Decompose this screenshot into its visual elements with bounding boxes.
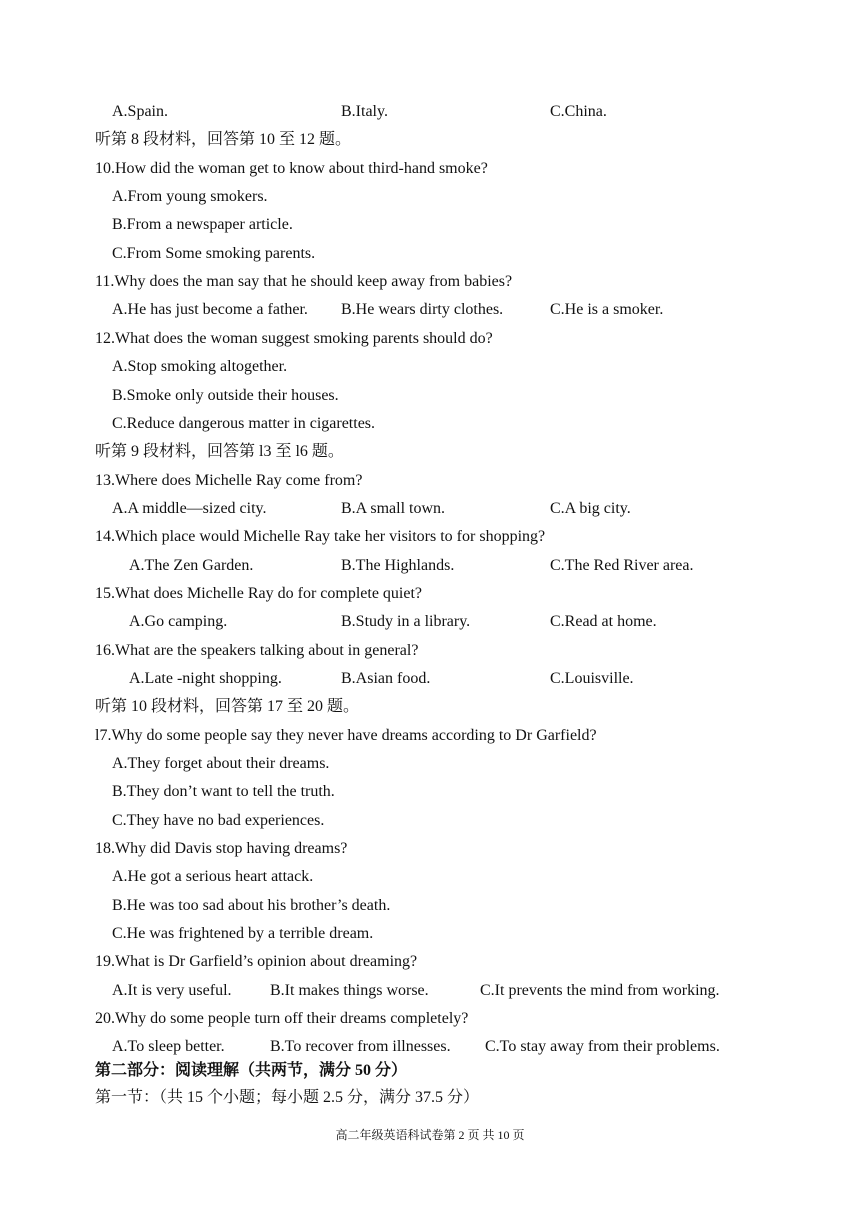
question-16: 16.What are the speakers talking about in general? bbox=[95, 642, 419, 659]
q13-option-c: C.A big city. bbox=[550, 500, 631, 517]
q10-option-b: B.From a newspaper article. bbox=[112, 216, 293, 233]
q18-option-c: C.He was frightened by a terrible dream. bbox=[112, 925, 374, 942]
q15-option-c: C.Read at home. bbox=[550, 613, 657, 630]
question-18: 18.Why did Davis stop having dreams? bbox=[95, 840, 348, 857]
q13-option-b: B.A small town. bbox=[341, 500, 446, 517]
q17-option-b: B.They don’t want to tell the truth. bbox=[112, 783, 335, 800]
q11-option-b: B.He wears dirty clothes. bbox=[341, 301, 504, 318]
q9-option-b: B.Italy. bbox=[341, 103, 388, 120]
part-2-section-1-heading: 第一节：（共 15 个小题；每小题 2.5 分，满分 37.5 分） bbox=[95, 1089, 480, 1106]
question-13: 13.Where does Michelle Ray come from? bbox=[95, 472, 363, 489]
question-15: 15.What does Michelle Ray do for complete quiet? bbox=[95, 585, 423, 602]
page-footer: 高二年级英语科试卷第 2 页 共 10 页 bbox=[335, 1128, 525, 1142]
q14-option-c: C.The Red River area. bbox=[550, 557, 694, 574]
q9-option-a: A.Spain. bbox=[112, 103, 168, 120]
question-10: 10.How did the woman get to know about third-hand smoke? bbox=[95, 160, 488, 177]
q16-option-c: C.Louisville. bbox=[550, 670, 634, 687]
q10-option-c: C.From Some smoking parents. bbox=[112, 245, 316, 262]
q20-option-a: A.To sleep better. bbox=[112, 1038, 225, 1055]
question-11: 11.Why does the man say that he should keep away from babies? bbox=[95, 273, 513, 290]
q20-option-b: B.To recover from illnesses. bbox=[270, 1038, 451, 1055]
q17-option-a: A.They forget about their dreams. bbox=[112, 755, 330, 772]
q20-option-c: C.To stay away from their problems. bbox=[485, 1038, 720, 1055]
q19-option-b: B.It makes things worse. bbox=[270, 982, 429, 999]
q14-option-a: A.The Zen Garden. bbox=[129, 557, 254, 574]
q15-option-b: B.Study in a library. bbox=[341, 613, 471, 630]
q18-option-a: A.He got a serious heart attack. bbox=[112, 868, 314, 885]
q9-option-c: C.China. bbox=[550, 103, 607, 120]
question-20: 20.Why do some people turn off their dreams completely? bbox=[95, 1010, 469, 1027]
question-12: 12.What does the woman suggest smoking parents should do? bbox=[95, 330, 493, 347]
q16-option-b: B.Asian food. bbox=[341, 670, 431, 687]
part-2-heading: 第二部分：阅读理解（共两节，满分 50 分） bbox=[95, 1062, 408, 1079]
section-9-instruction: 听第 9 段材料，回答第 l3 至 l6 题。 bbox=[95, 443, 344, 460]
question-19: 19.What is Dr Garfield’s opinion about dreaming? bbox=[95, 953, 418, 970]
q13-option-a: A.A middle—sized city. bbox=[112, 500, 267, 517]
q19-option-c: C.It prevents the mind from working. bbox=[480, 982, 720, 999]
question-17: l7.Why do some people say they never have dreams according to Dr Garfield? bbox=[95, 727, 597, 744]
q17-option-c: C.They have no bad experiences. bbox=[112, 812, 325, 829]
q16-option-a: A.Late -night shopping. bbox=[129, 670, 282, 687]
q12-option-a: A.Stop smoking altogether. bbox=[112, 358, 288, 375]
q19-option-a: A.It is very useful. bbox=[112, 982, 232, 999]
section-8-instruction: 听第 8 段材料，回答第 10 至 12 题。 bbox=[95, 131, 352, 148]
q14-option-b: B.The Highlands. bbox=[341, 557, 455, 574]
q10-option-a: A.From young smokers. bbox=[112, 188, 268, 205]
section-10-instruction: 听第 10 段材料，回答第 17 至 20 题。 bbox=[95, 698, 360, 715]
q12-option-c: C.Reduce dangerous matter in cigarettes. bbox=[112, 415, 376, 432]
q11-option-a: A.He has just become a father. bbox=[112, 301, 308, 318]
q12-option-b: B.Smoke only outside their houses. bbox=[112, 387, 339, 404]
q11-option-c: C.He is a smoker. bbox=[550, 301, 664, 318]
q15-option-a: A.Go camping. bbox=[129, 613, 228, 630]
q18-option-b: B.He was too sad about his brother’s death. bbox=[112, 897, 391, 914]
question-14: 14.Which place would Michelle Ray take her visitors to for shopping? bbox=[95, 528, 546, 545]
